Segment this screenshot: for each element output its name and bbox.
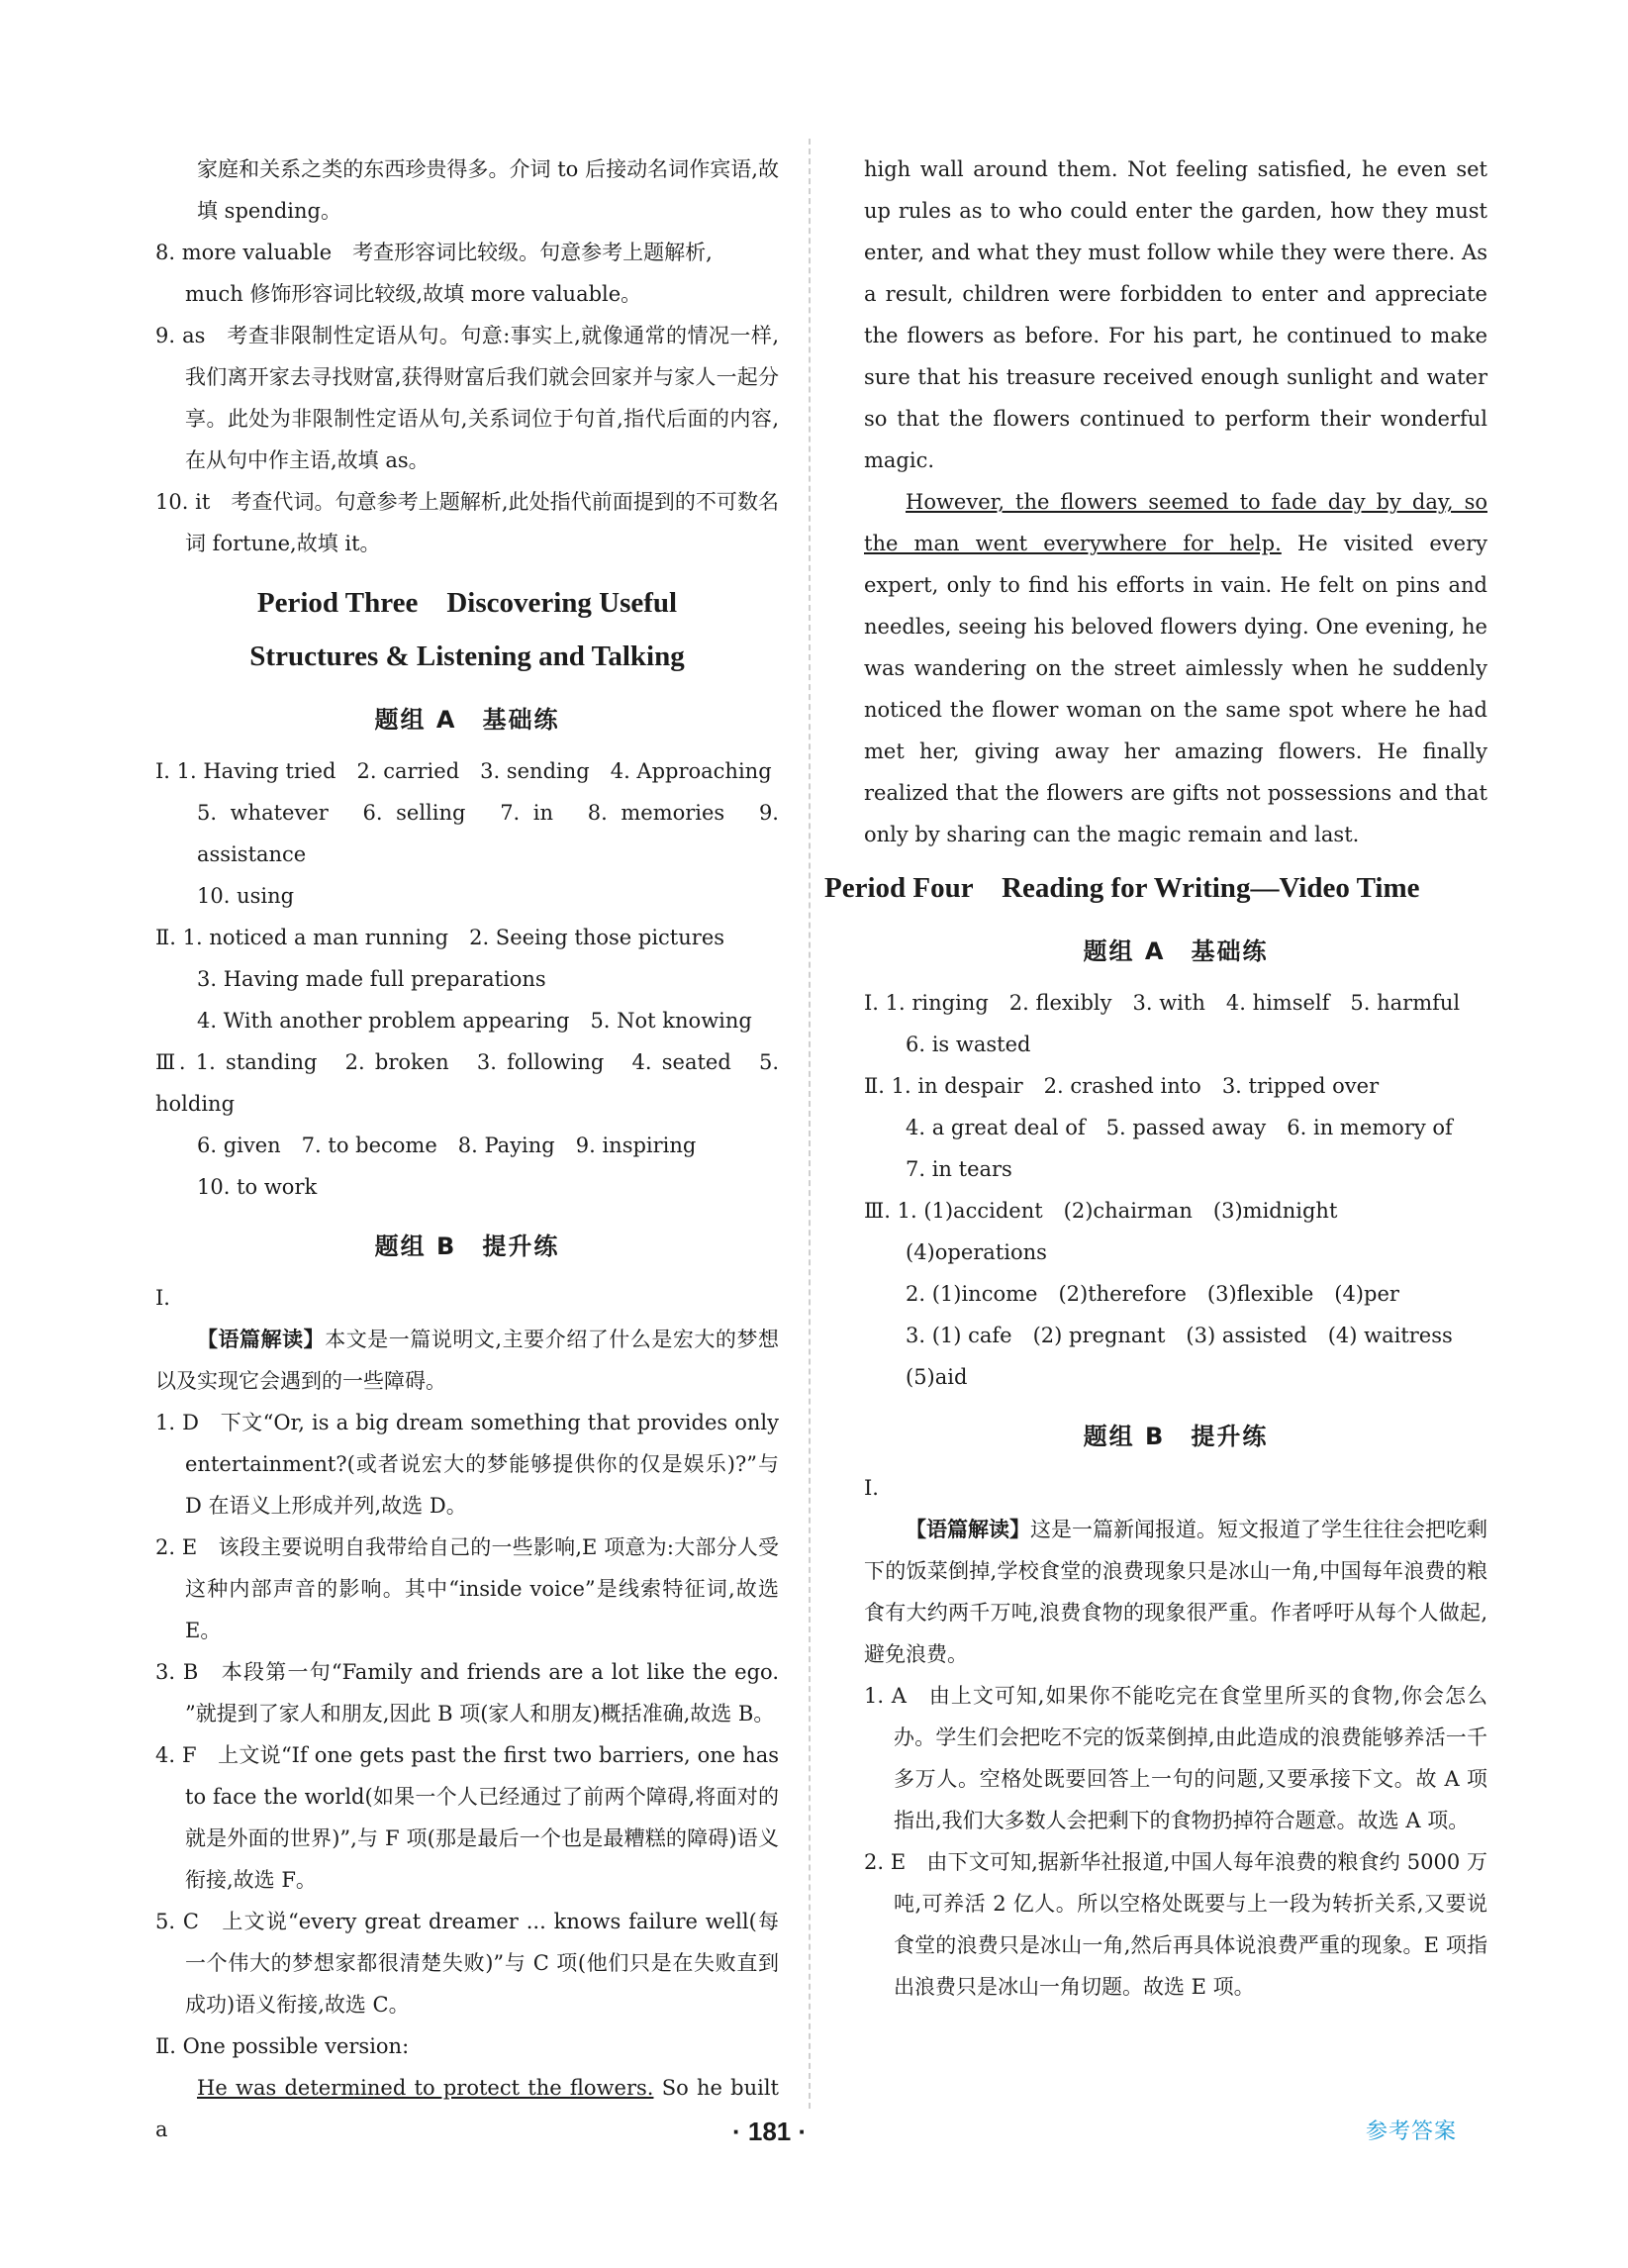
period-four-title: Period Four Reading for Writing—Video Time	[824, 872, 1420, 904]
essay-underlined-sentence: He was determined to protect the flowers.	[197, 2076, 654, 2100]
question-1: 1. A 由上文可知,如果你不能吃完在食堂里所买的食物,你会怎么办。学生们会把吃不完的饭菜倒掉,由此造成的浪费能够养活一千多万人。空格处既要回答上一句的问题,又要承接下文。故 A 项指出,我们大多数人会把剩下的食物扔掉符合题意。故选 A 项。	[864, 1684, 1487, 1832]
question-3: 3. B 本段第一句“Family and friends are a lot like the ego. ”就提到了家人和朋友,因此 B 项(家人和朋友)概括准确,故选 B。	[155, 1660, 779, 1726]
section-3-line: 10. to work	[197, 1175, 318, 1199]
essay-paragraph-2: However, the flowers seemed to fade day by day, so the man went everywhere for help. He visited every expert, only to find his efforts in vain. He felt on pins and needles, seeing his beloved flowers dying. One evening, he was wandering on the street aimlessly when he suddenly noticed the flower woman on the same spot where he had met her, giving away her amazing flowers. He finally realized that the flowers are gifts not possessions and that only by sharing can the magic remain and last.	[864, 490, 1487, 846]
section-2-line: 7. in tears	[906, 1157, 1012, 1181]
section-1-line: 10. using	[197, 884, 295, 908]
section-3-line: Ⅲ. 1. standing 2. broken 3. following 4. seated 5. holding	[155, 1050, 779, 1116]
answer-continuation: 家庭和关系之类的东西珍贵得多。介词 to 后接动名词作宾语,故填 spending。	[197, 157, 779, 223]
group-a-heading: 题组 A 基础练	[1083, 937, 1269, 965]
section-1-line: 6. is wasted	[906, 1033, 1031, 1056]
column-divider	[809, 139, 811, 2109]
analysis-tag: 【语篇解读】	[197, 1328, 326, 1351]
section-3-line: 2. (1)income (2)therefore (3)flexible (4)per	[906, 1282, 1399, 1306]
section-2-line: 4. a great deal of 5. passed away 6. in memory of	[906, 1116, 1453, 1139]
section-1-line: 5. whatever 6. selling 7. in 8. memories 9. assistance	[197, 801, 779, 866]
section-2-line: Ⅱ. 1. in despair 2. crashed into 3. tripped over	[864, 1074, 1380, 1098]
roman-one: Ⅰ.	[864, 1476, 879, 1500]
period-three-title-line1: Period Three Discovering Useful	[256, 587, 678, 619]
essay-start: He was determined to protect the flowers. So he built a	[155, 2076, 779, 2141]
section-2-line: 4. With another problem appearing 5. Not knowing	[197, 1009, 752, 1033]
question-2: 2. E 该段主要说明自我带给自己的一些影响,E 项意为:大部分人受这种内部声音的影响。其中“inside voice”是线索特征词,故选 E。	[155, 1535, 779, 1642]
question-4: 4. F 上文说“If one gets past the first two barriers, one has to face the world(如果一个人已经通过了前两个障碍,将面对的就是外面的世界)”,与 F 项(那是最后一个也是最糟糕的障碍)语义衔接,故选 F。	[155, 1743, 779, 1892]
section-1-line: Ⅰ. 1. ringing 2. flexibly 3. with 4. himself 5. harmful	[864, 991, 1461, 1015]
answer-item-9: 9. as 考查非限制性定语从句。句意:事实上,就像通常的情况一样,我们离开家去寻找财富,获得财富后我们就会回家并与家人一起分享。此处为非限制性定语从句,关系词位于句首,指代后面的内容,在从句中作主语,故填 as。	[155, 324, 779, 472]
section-3-line: 3. (1) cafe (2) pregnant (3) assisted (4) waitress	[906, 1324, 1453, 1347]
left-column	[155, 148, 779, 2150]
right-column	[824, 148, 1487, 2008]
analysis-paragraph: 【语篇解读】本文是一篇说明文,主要介绍了什么是宏大的梦想以及实现它会遇到的一些障碍。	[155, 1328, 779, 1393]
group-a-heading: 题组 A 基础练	[374, 706, 560, 734]
section-3-line: (5)aid	[906, 1365, 968, 1389]
section-2-line: Ⅱ. 1. noticed a man running 2. Seeing those pictures	[155, 926, 725, 949]
page-number: · 181 ·	[732, 2117, 808, 2146]
roman-two: Ⅱ. One possible version:	[155, 2034, 410, 2058]
group-b-heading: 题组 B 提升练	[374, 1233, 560, 1260]
answer-key-tag: 参考答案	[1366, 2120, 1458, 2144]
section-3-line: (4)operations	[906, 1240, 1047, 1264]
question-1: 1. D 下文“Or, is a big dream something that provides only entertainment?(或者说宏大的梦能够提供你的仅是娱乐)?”与 D 在语义上形成并列,故选 D。	[155, 1411, 779, 1518]
question-5: 5. C 上文说“every great dreamer ... knows failure well(每一个伟大的梦想家都很清楚失败)”与 C 项(他们只是在失败直到成功)语义衔接,故选 C。	[155, 1910, 779, 2017]
section-3-line: 6. given 7. to become 8. Paying 9. inspiring	[197, 1134, 697, 1157]
essay-underlined-sentence: However, the flowers seemed to fade day by day, so the man went everywhere for help.	[864, 490, 1487, 555]
roman-one: Ⅰ.	[155, 1286, 170, 1310]
analysis-paragraph: 【语篇解读】这是一篇新闻报道。短文报道了学生往往会把吃剩下的饭菜倒掉,学校食堂的浪费现象只是冰山一角,中国每年浪费的粮食有大约两千万吨,浪费食物的现象很严重。作者呼吁从每个人做起,避免浪费。	[864, 1518, 1487, 1666]
section-1-line: Ⅰ. 1. Having tried 2. carried 3. sending 4. Approaching	[155, 759, 772, 783]
section-3-line: Ⅲ. 1. (1)accident (2)chairman (3)midnight	[864, 1199, 1338, 1223]
essay-paragraph-1: high wall around them. Not feeling satisfied, he even set up rules as to who could enter the garden, how they must enter, and what they must follow while they were there. As a result, children were forbidden to enter and appreciate the flowers as before. For his part, he continued to make sure that his treasure received enough sunlight and water so that the flowers continued to perform their wonderful magic.	[864, 157, 1487, 472]
analysis-tag: 【语篇解读】	[906, 1518, 1030, 1541]
section-2-line: 3. Having made full preparations	[197, 967, 546, 991]
answer-item-10: 10. it 考查代词。句意参考上题解析,此处指代前面提到的不可数名词 fortune,故填 it。	[155, 490, 779, 555]
group-b-heading: 题组 B 提升练	[1083, 1423, 1269, 1450]
question-2: 2. E 由下文可知,据新华社报道,中国人每年浪费的粮食约 5000 万吨,可养活 2 亿人。所以空格处既要与上一段为转折关系,又要说食堂的浪费只是冰山一角,然后再具体说浪费严重的现象。E 项指出浪费只是冰山一角切题。故选 E 项。	[864, 1850, 1487, 1999]
answer-item-8: 8. more valuable 考查形容词比较级。句意参考上题解析, much 修饰形容词比较级,故填 more valuable。	[155, 241, 713, 306]
period-three-title-line2: Structures & Listening and Talking	[249, 641, 685, 672]
